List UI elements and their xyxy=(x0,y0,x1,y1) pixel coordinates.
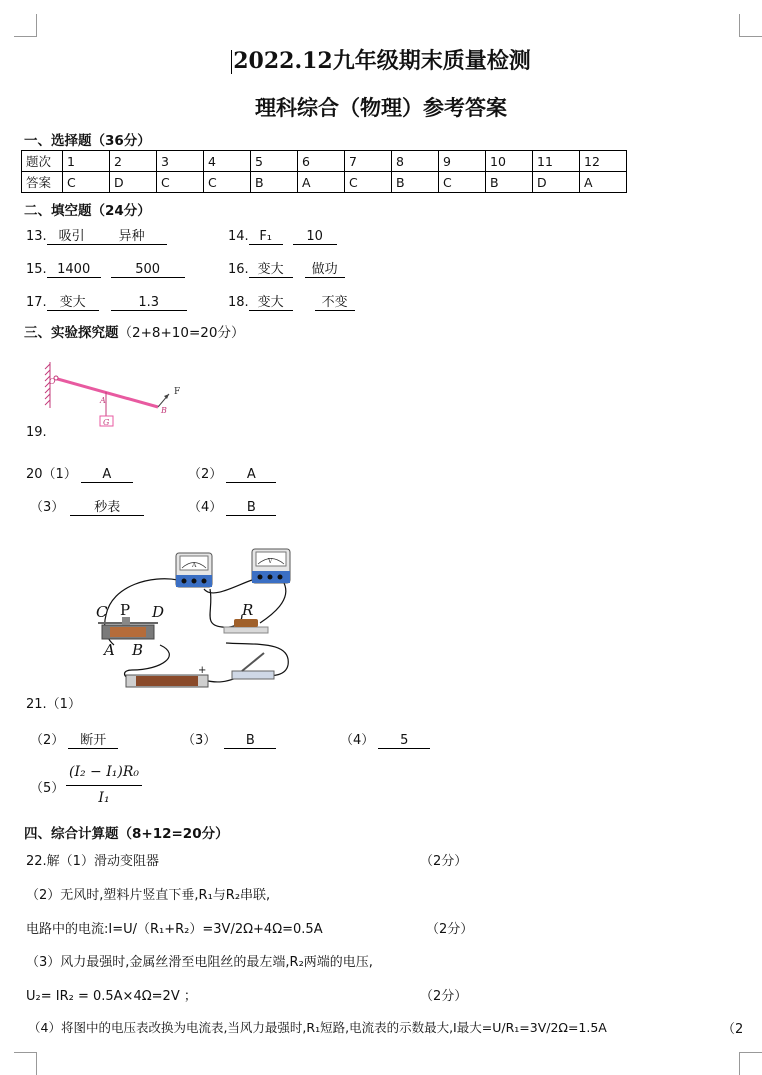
table-cell: D xyxy=(110,172,157,193)
answer-blank: 1400 xyxy=(47,263,101,278)
corner-mark-top-left xyxy=(14,14,37,37)
q21-3: （3） B xyxy=(182,729,276,749)
answer-blank: 变大 xyxy=(47,296,99,311)
calc-line-3: 电路中的电流:I=U/（R₁+R₂）=3V/2Ω+4Ω=0.5A xyxy=(26,922,323,937)
answer-blank: A xyxy=(226,468,276,483)
label-r: R xyxy=(242,601,254,619)
label-b-terminal: B xyxy=(132,641,144,659)
q21-1: 21.（1） xyxy=(26,697,81,712)
table-cell: B xyxy=(251,172,298,193)
table-row xyxy=(22,172,627,193)
q21-5: （5） xyxy=(30,781,65,796)
q21-2: （2） 断开 xyxy=(30,729,118,749)
q20-3: （3） 秒表 xyxy=(30,496,144,516)
calc-score-3: （2分） xyxy=(426,922,474,937)
table-cell: 11 xyxy=(533,151,580,172)
label-f: F xyxy=(174,387,181,397)
ammeter xyxy=(176,553,212,587)
q20-4: （4） B xyxy=(188,496,276,516)
table-cell: 12 xyxy=(580,151,627,172)
table-cell: 1 xyxy=(63,151,110,172)
table-cell: C xyxy=(345,172,392,193)
table-cell: 10 xyxy=(486,151,533,172)
formula-denominator: I₁ xyxy=(98,790,110,806)
answer-blank: 吸引 xyxy=(47,230,97,245)
fill-item-17: 17. 变大 1.3 xyxy=(26,295,187,311)
voltmeter-label: V xyxy=(268,558,273,565)
answer-blank: 做功 xyxy=(305,263,345,278)
table-cell: C xyxy=(157,172,204,193)
answer-blank: A xyxy=(81,468,133,483)
answer-blank: 500 xyxy=(111,263,185,278)
table-cell: A xyxy=(298,172,345,193)
answer-blank: B xyxy=(226,501,276,516)
section-heading-fill: 二、填空题（24分） xyxy=(24,203,151,219)
corner-mark-bottom-left xyxy=(14,1052,37,1075)
answer-blank: 1.3 xyxy=(111,296,187,311)
table-cell: A xyxy=(580,172,627,193)
page-title: 2022.12九年级期末质量检测 xyxy=(233,48,531,74)
battery xyxy=(126,665,208,687)
label-p: P xyxy=(120,601,131,619)
calc-score-1: （2分） xyxy=(420,854,468,869)
voltmeter xyxy=(252,549,290,583)
page-subtitle: 理科综合（物理）参考答案 xyxy=(255,95,507,120)
calc-score-5: （2分） xyxy=(420,989,468,1004)
answer-blank: 变大 xyxy=(249,263,293,278)
q19-label: 19. xyxy=(26,425,47,440)
rheostat xyxy=(96,601,164,659)
label-plus: + xyxy=(198,665,207,676)
table-cell: 4 xyxy=(204,151,251,172)
table-cell: C xyxy=(439,172,486,193)
table-cell: 7 xyxy=(345,151,392,172)
switch xyxy=(232,653,274,679)
calc-line-6: （4）将图中的电压表改换为电流表,当风力最强时,R₁短路,电流表的示数最大,I最大=U/R₁=3V/2Ω=1.5A xyxy=(28,1020,607,1035)
section-heading-experiment: 三、实验探究题（2+8+10=20分） xyxy=(24,325,245,341)
table-cell: 2 xyxy=(110,151,157,172)
fill-item-14: 14. F₁ 10 xyxy=(228,229,337,245)
answer-blank: 10 xyxy=(293,230,337,245)
corner-mark-bottom-right xyxy=(739,1052,762,1075)
choice-answer-table xyxy=(21,150,627,193)
answer-blank: 5 xyxy=(378,734,430,749)
corner-mark-top-right xyxy=(739,14,762,37)
fill-item-16: 16. 变大 做功 xyxy=(228,262,345,278)
q20-1: 20（1） A xyxy=(26,463,133,483)
table-cell: D xyxy=(533,172,580,193)
label-b: B xyxy=(161,406,167,415)
calc-line-4: （3）风力最强时,金属丝滑至电阻丝的最左端,R₂两端的电压, xyxy=(26,955,373,970)
answer-blank: 变大 xyxy=(249,296,293,311)
answer-blank: 异种 xyxy=(97,230,167,245)
label-a-terminal: A xyxy=(104,641,115,659)
table-row xyxy=(22,151,627,172)
answer-blank: 不变 xyxy=(315,296,355,311)
table-cell: 8 xyxy=(392,151,439,172)
fill-item-15: 15. 1400 500 xyxy=(26,262,185,278)
table-cell: C xyxy=(63,172,110,193)
answer-blank: F₁ xyxy=(249,230,283,245)
resistor-r xyxy=(224,601,268,633)
table-cell: 6 xyxy=(298,151,345,172)
calc-line-2: （2）无风时,塑料片竖直下垂,R₁与R₂串联, xyxy=(26,888,271,903)
table-cell: C xyxy=(204,172,251,193)
row-header: 答案 xyxy=(22,172,63,193)
formula-numerator: (I₂ − I₁)R₀ xyxy=(69,764,139,780)
table-cell: B xyxy=(486,172,533,193)
table-cell: 9 xyxy=(439,151,486,172)
calc-line-1: 22.解（1）滑动变阻器 xyxy=(26,854,159,869)
answer-blank: 断开 xyxy=(68,734,118,749)
calc-score-6: （2 xyxy=(722,1022,744,1037)
answer-blank: B xyxy=(224,734,276,749)
fill-item-18: 18. 变大 不变 xyxy=(228,295,355,311)
table-cell: 5 xyxy=(251,151,298,172)
label-g: G xyxy=(103,418,110,427)
circuit-diagram xyxy=(92,545,308,695)
row-header: 题次 xyxy=(22,151,63,172)
label-a: A xyxy=(100,396,106,405)
lever-diagram xyxy=(44,360,194,434)
ammeter-label: A xyxy=(192,562,197,569)
label-d: D xyxy=(152,603,165,621)
fraction-bar xyxy=(66,785,142,786)
label-o: O xyxy=(49,377,56,386)
q21-4: （4） 5 xyxy=(340,729,430,749)
answer-blank: 秒表 xyxy=(70,501,144,516)
fill-item-13: 13. 吸引 异种 xyxy=(26,229,167,245)
q20-2: （2） A xyxy=(188,463,276,483)
label-c: C xyxy=(96,603,108,621)
table-cell: B xyxy=(392,172,439,193)
table-cell: 3 xyxy=(157,151,204,172)
calc-line-5: U₂= IR₂ = 0.5A×4Ω=2V ； xyxy=(26,989,197,1004)
label-minus: - xyxy=(128,665,132,676)
section-heading-calculation: 四、综合计算题（8+12=20分） xyxy=(24,826,229,842)
section-heading-choice: 一、选择题（36分） xyxy=(24,133,151,149)
